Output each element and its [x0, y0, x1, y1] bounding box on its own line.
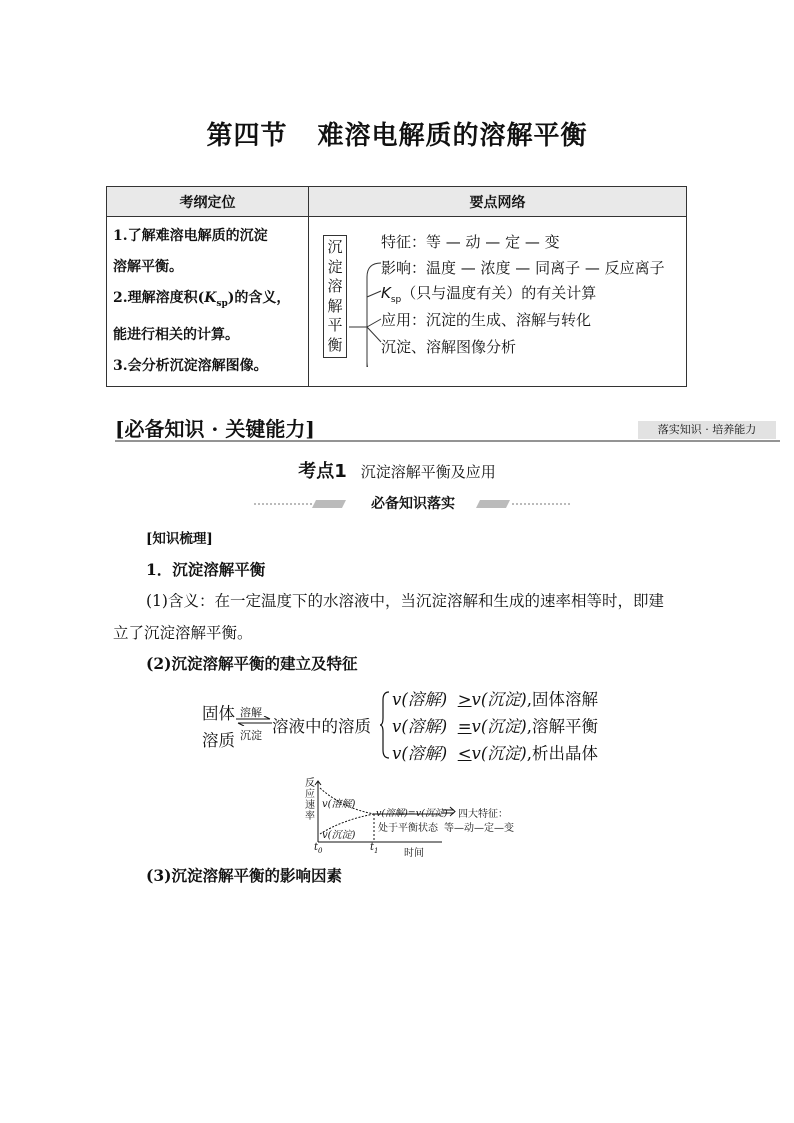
network-cell	[309, 217, 687, 387]
goal-1b: 溶解平衡。	[113, 259, 183, 275]
case-equal: v(溶解) =v(沉淀),溶解平衡	[392, 717, 598, 736]
section-rule	[115, 440, 780, 442]
kaodian-name: 沉淀溶解平衡及应用	[360, 463, 496, 481]
network-item-2: 影响：温度 — 浓度 — 同离子 — 反应离子	[381, 259, 665, 277]
network-item-5: 沉淀、溶解图像分析	[381, 338, 517, 356]
page-title	[0, 115, 794, 152]
section-title: 难溶电解质的溶解平衡	[317, 121, 588, 151]
paragraph-2: (2)沉淀溶解平衡的建立及特征	[146, 654, 358, 673]
goal-2a: 2.理解溶度积$(K_{sp})$的含义，	[113, 290, 291, 309]
case-less: v(溶解) <v(沉淀),析出晶体	[392, 744, 598, 763]
eq-solute: 溶质	[202, 731, 235, 750]
graph-v-dissolve: v(溶解)	[322, 799, 356, 810]
graph-state-label: 处于平衡状态	[378, 823, 438, 834]
eq-middle: 溶液中的溶质	[272, 717, 371, 736]
goal-2b: 能进行相关的计算。	[113, 326, 239, 343]
knowledge-banner	[254, 494, 572, 514]
paragraph-1b: 立了沉淀溶解平衡。	[113, 624, 253, 642]
equilibrium-arrow	[236, 716, 272, 726]
cases-brace	[380, 690, 390, 760]
graph-xlabel: 时间	[404, 848, 424, 859]
graph-t0: $t_0$	[314, 842, 323, 855]
outline-table	[106, 186, 687, 387]
case-greater: v(溶解) >v(沉淀),固体溶解	[392, 690, 598, 709]
header-network: 要点网络	[309, 187, 687, 217]
eq-arrow-bottom: 沉淀	[240, 729, 262, 742]
heading-1: 1．沉淀溶解平衡	[146, 560, 266, 579]
kaodian-heading	[0, 457, 794, 483]
header-kaogang: 考纲定位	[107, 187, 309, 217]
eq-solid: 固体	[202, 704, 235, 723]
goal-1a: 1.了解难溶电解质的沉淀	[113, 228, 268, 244]
paragraph-1a: (1)含义：在一定温度下的水溶液中，当沉淀溶解和生成的速率相等时，即建	[146, 592, 664, 610]
paragraph-3: (3)沉淀溶解平衡的影响因素	[146, 866, 342, 885]
network-root-box: 沉 淀 溶 解 平 衡	[323, 235, 347, 358]
graph-features-title: 四大特征：	[458, 809, 508, 820]
network-item-4: 应用：沉淀的生成、溶解与转化	[381, 311, 592, 329]
section-number: 第四节	[206, 121, 288, 151]
goal-3: 3.会分析沉淀溶解图像。	[113, 357, 268, 374]
network-brace	[347, 217, 383, 367]
knowledge-label: [知识梳理]	[146, 531, 213, 547]
goals-cell	[107, 217, 309, 387]
graph-v-precip: v(沉淀)	[322, 830, 356, 841]
kaodian-number: 考点1	[298, 461, 347, 482]
graph-t1: $t_1$	[370, 842, 379, 855]
graph-ylabel: 反 应 速 率	[305, 778, 315, 822]
section-tag: 落实知识 · 培养能力	[638, 421, 776, 439]
graph-eq-label: v(溶解)=v(沉淀)	[376, 808, 448, 819]
banner-text: 必备知识落实	[371, 496, 455, 512]
section-header: [必备知识 · 关键能力]	[115, 417, 315, 441]
network-item-3: $K_{sp}$（只与温度有关）的有关计算	[381, 284, 597, 305]
eq-arrow-top: 溶解	[240, 706, 262, 719]
network-item-1: 特征：等 — 动 — 定 — 变	[381, 233, 560, 251]
graph-features: 等—动—定—变	[444, 823, 514, 834]
